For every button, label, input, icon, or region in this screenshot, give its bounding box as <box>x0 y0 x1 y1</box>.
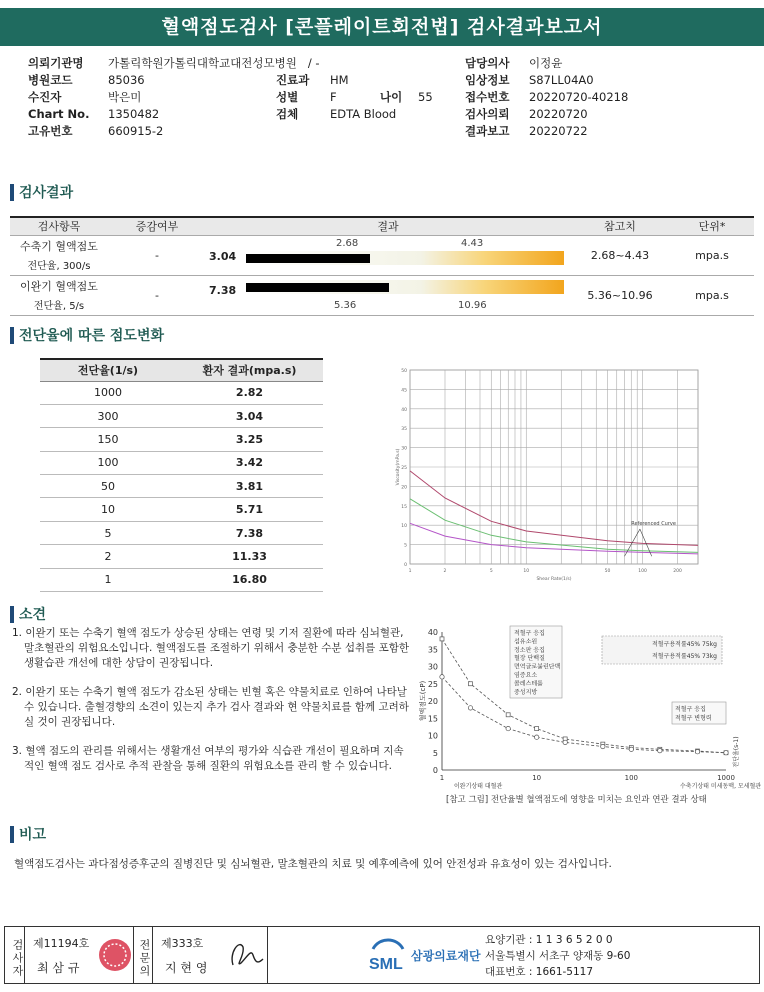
y-tick-label: 0 <box>432 766 438 775</box>
results-table: 검사항목 증감여부 결과 참고치 단위* 수축기 혈액점도 전단율, 300/s - 2.68 4.43 3.04 2.68~4.43 mpa.s 이완기 혈액점도 전단율, 5/s - 7.38 5.36 10.96 5.36~10.96 mpa.s <box>10 216 754 316</box>
x-tick-label: 5 <box>489 569 493 574</box>
y-tick-label: 5 <box>432 748 438 758</box>
stamp-icon <box>97 937 133 973</box>
table-row: 2 11.33 <box>40 545 323 568</box>
factor-label: 혈장 단백질 <box>514 655 545 663</box>
legend-label: 적혈구용적률45% 75kg <box>652 641 717 648</box>
data-point <box>535 727 539 731</box>
y-tick-label: 35 <box>401 427 407 433</box>
data-point <box>695 750 699 754</box>
table-row: 이완기 혈액점도 전단율, 5/s - 7.38 5.36 10.96 5.36~10.96 mpa.s <box>10 275 754 315</box>
x-tick-label: 200 <box>673 569 682 574</box>
factor-label: 중성지방 <box>514 688 538 696</box>
y-tick-label: 35 <box>427 645 438 655</box>
data-point <box>724 751 728 755</box>
legend-label: 적혈구용적률45% 73kg <box>652 653 717 660</box>
table-row: 50 3.81 <box>40 475 323 498</box>
data-point <box>468 706 472 710</box>
x-tick-label: 100 <box>624 774 639 782</box>
factor-label: 면역글로불린단백 <box>514 663 561 671</box>
info-left: 의뢰기관명 가톨릭학원가톨릭대학교대전성모병원 / - 병원코드 85036 진료과 HM 수진자 박은미 성별 F 나이 55 Chart No. 1350482 검체 EDTA Blood 고유번호 660915-2 <box>28 56 433 138</box>
data-point <box>658 748 662 752</box>
data-point <box>629 747 633 751</box>
data-point <box>506 713 510 717</box>
y-tick-label: 25 <box>427 679 438 689</box>
factor-label: 적혈구 변형력 <box>675 715 712 722</box>
opinion-text: 1. 이완기 또는 수축기 혈액 점도가 상승된 상태는 연령 및 기저 질환에 따라 심뇌혈관, 말초혈관의 위험요소입니다. 혈액점도를 조절하기 위해서 충분한 수분 섭취를 포함한 생활습관 개선에 대한 상담이 권장됩니다. 2. 이완기 또는 수축기 혈액 점도가 감소된 상태는 빈혈 혹은 약물치료로 인하여 나타날 수 있습니다. 출혈경향의 소견이 있는지 추가 검사 결과와 현 약물치료를 함께 고려하실 것이 권장됩니다. 3. 혈액 점도의 관리를 위해서는 생활개선 여부의 평가와 식습관 개선이 필요하며 지속적인 혈액 점도 검사로 추적 관찰을 통해 질환의 위험요소를 관리 할 수 있습니다. <box>12 627 410 772</box>
data-point <box>506 726 510 730</box>
data-point <box>534 735 538 739</box>
viscosity-chart <box>395 362 705 584</box>
info-right: 담당의사 이정윤 임상정보 S87LL04A0 접수번호 20220720-40218 검사의뢰 20220720 결과보고 20220722 <box>465 56 629 138</box>
result-fill <box>246 254 370 263</box>
data-point <box>440 637 444 641</box>
x-tick-label: 2 <box>443 569 447 574</box>
results-heading: 검사결과 <box>10 182 73 202</box>
sml-logo-icon <box>367 935 409 975</box>
shear-heading: 전단율에 따른 점도변화 <box>10 325 164 345</box>
footer: 검사자 제11194호 최 삼 규 전문의 제333호 지 현 영 SML 삼광의료재단 요양기관 : 1 1 3 6 5 2 0 0 서울특별시 서초구 양재동 9-60 대표번호 : 1661-5117 <box>4 926 760 984</box>
table-row: 1000 2.82 <box>40 381 323 404</box>
note-text: 혈액점도검사는 과다점성증후군의 질병진단 및 심뇌혈관, 말초혈관의 치료 및 예후예측에 있어 안전성과 유효성이 있는 검사입니다. <box>14 858 612 870</box>
factor-label: 콜레스테롤 <box>514 680 543 688</box>
series-line-lower <box>410 523 698 554</box>
result-fill <box>246 283 389 292</box>
y-tick-label: 20 <box>427 697 438 706</box>
factor-label: 적혈구 응집 <box>675 706 706 713</box>
table-row: 5 7.38 <box>40 521 323 544</box>
data-point <box>563 740 567 744</box>
table-row: 300 3.04 <box>40 404 323 427</box>
x-right-note: 수축기상태 미세동맥, 모세혈관 <box>680 783 762 790</box>
x-left-note: 이완기상태 대혈관 <box>454 783 503 790</box>
y-tick-label: 30 <box>427 662 438 672</box>
y-axis-label: 혈액점도(cP) <box>419 680 427 722</box>
x-axis-label: Shear Rate(1/s) <box>536 577 572 582</box>
x-tick-label: 10 <box>523 569 530 574</box>
y-tick-label: 15 <box>401 504 407 510</box>
series-line-upper <box>410 471 698 546</box>
result-bar: 2.68 4.43 3.04 <box>206 235 570 275</box>
signature-icon <box>225 935 269 973</box>
x-tick-label: 100 <box>638 569 647 574</box>
data-point <box>601 744 605 748</box>
x-tick-label: 1 <box>408 569 412 574</box>
data-point <box>468 682 472 686</box>
y-tick-label: 20 <box>401 485 407 491</box>
y-tick-label: 40 <box>427 628 438 637</box>
y-tick-label: 15 <box>427 714 438 724</box>
y-tick-label: 0 <box>404 563 407 568</box>
y-tick-label: 5 <box>404 543 407 549</box>
result-bar: 7.38 5.36 10.96 <box>206 275 570 315</box>
table-row: 수축기 혈액점도 전단율, 300/s - 2.68 4.43 3.04 2.68~4.43 mpa.s <box>10 235 754 275</box>
y-tick-label: 25 <box>401 466 407 471</box>
table-row: 150 3.25 <box>40 428 323 451</box>
x-tick-label: 1 <box>439 774 445 782</box>
y-tick-label: 10 <box>401 524 407 530</box>
table-row: 10 5.71 <box>40 498 323 521</box>
factor-label: 적혈구 응집 <box>514 630 545 637</box>
chart-caption: [참고 그림] 전단율별 혈액점도에 영향을 미치는 요인과 연관 결과 상태 <box>446 795 707 805</box>
opinion-heading: 소견 <box>10 604 46 624</box>
annotation-label: Referenced Curve <box>631 521 676 528</box>
svg-text:SML: SML <box>369 956 403 973</box>
reference-chart <box>418 624 762 818</box>
x-axis-label: 전단율(s-1) <box>733 736 740 768</box>
report-title: 혈액점도검사 [콘플레이트회전법] 검사결과보고서 <box>0 8 764 46</box>
y-axis-label: Viscosity(mPa.s) <box>396 448 401 486</box>
x-tick-label: 1000 <box>717 774 735 782</box>
factor-label: 염증요소 <box>514 672 538 679</box>
y-tick-label: 10 <box>427 731 438 741</box>
y-tick-label: 50 <box>401 369 407 374</box>
factor-label: 섬유소원 <box>514 638 538 646</box>
table-row: 100 3.42 <box>40 451 323 474</box>
y-tick-label: 30 <box>401 446 407 452</box>
y-tick-label: 40 <box>401 407 407 413</box>
x-tick-label: 10 <box>532 774 542 782</box>
data-point <box>440 675 444 679</box>
table-row: 1 16.80 <box>40 568 323 591</box>
x-tick-label: 50 <box>604 569 611 574</box>
y-tick-label: 45 <box>401 388 407 394</box>
shear-table: 전단율(1/s) 환자 결과(mpa.s) 1000 2.82 300 3.04 150 3.25 100 3.42 50 3.81 10 5.71 5 7.38 2 11.33 1 16.80 <box>40 358 323 592</box>
factor-label: 정소판 응집 <box>514 646 545 654</box>
note-heading: 비고 <box>10 824 46 844</box>
